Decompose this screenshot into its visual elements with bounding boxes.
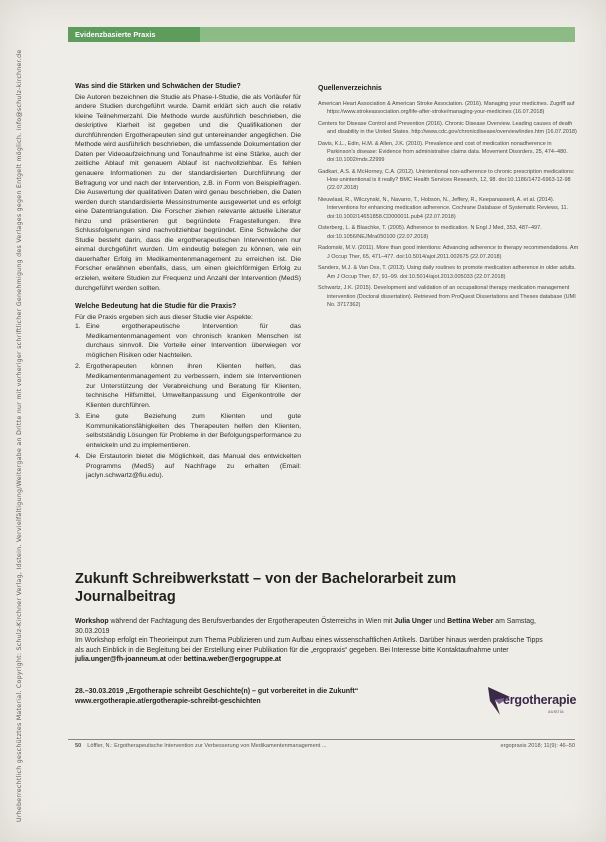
workshop-body-text: oder (165, 656, 184, 664)
list-item-text: Eine ergotherapeutische Intervention für das Medikamentenmanagement von chronisch kranken Menschen ist durchaus sinnvoll. Die Vorteile einer Intervention überwiegen vor möglichen Risiken oder Nachteilen. (86, 323, 301, 359)
workshop-intro-text: am Samstag, 30.03.2019 (75, 618, 536, 635)
reference-item: Davis, K.L., Edin, H.M. & Allen, J.K. (2010). Prevalence and cost of medication nonadherence in Parkinson's disease: Evidence from administrative claims data. Movement Disorders, 25, 474–480. doi:10.1002/mds.22999 (318, 140, 568, 164)
ergotherapie-austria-logo (486, 681, 578, 721)
workshop-intro-text: während der Fachtagung des Berufsverbandes der Ergotherapeuten Österreichs in Wien mit (108, 618, 395, 625)
footer-journal: ergopraxis 2018; 11(9): 46–50 (500, 743, 575, 749)
footer-divider (68, 739, 575, 740)
workshop-body-text: Im Workshop erfolgt ein Theorieinput zum Thema Publizieren und zum Aufbau eines wissenschaftlichen Artikels. Darüber hinaus werden praktische Tipps als auch Einblick in die Begleitung bei der Erstellung einer Publikation für die „ergopraxis“ gegeben. Bei Interesse bitte Kontaktaufnahme unter (75, 637, 543, 654)
list-item-number: 4. (75, 453, 81, 461)
list-item-number: 1. (75, 323, 81, 331)
references-column (318, 84, 580, 313)
logo-subtitle: austria (548, 709, 564, 714)
list-item (75, 412, 301, 450)
left-column (75, 82, 301, 483)
practice-intro: Für die Praxis ergeben sich aus dieser Studie vier Aspekte: (75, 313, 253, 321)
list-item-text: Eine gute Beziehung zum Klienten und gute Kommunikationsfähigkeiten des Therapeuten helfen den Klienten, selbstständig Lösungen für Probleme in der Befolgungsperformance zu entwickeln und zu implementieren. (86, 413, 301, 449)
strengths-heading: Was sind die Stärken und Schwächen der Studie? (75, 83, 241, 90)
list-item-text: Ergotherapeuten können ihren Klienten helfen, das Medikamentenmanagement zu verbessern, indem sie Interventionen zur Unterstützung der Verabreichung und Beratung für Klienten, technische Hilfsmittel, Umweltanpassung und Eigenkontrolle der Klienten durchführen. (86, 363, 301, 409)
reference-item: American Heart Association & American Stroke Association. (2016). Managing your medicines. Zugriff auf https://www.strokeassociation.org/life-after-stroke/managing-your-medicines (16.07.2018) (318, 100, 575, 115)
workshop-body (75, 636, 551, 665)
event-info (75, 687, 485, 707)
references-heading: Quellenverzeichnis (318, 85, 382, 92)
event-date-line: 28.–30.03.2019 „Ergotherapie schreibt Geschichte(n) – gut vorbereitet in die Zukunft“ (75, 688, 359, 695)
reference-item: Sanders, M.J. & Van Oss, T. (2013). Using daily routines to promote medication adherence in older adults. Am J Occup Ther, 67, 91–99. doi:10.5014/ajot.2013.005033 (22.07.2018) (318, 265, 576, 280)
copyright-margin-note: Urheberrechtlich geschütztes Material. Copyright: Schulz-Kirchner Verlag, Idstein. Vervielfältigung/Weitergabe an Dritte nur mit vorheriger schriftlicher Genehmigung des Verlages gegen Entgelt möglich. info@schulz-kirchner.de (16, 49, 23, 822)
footer-citation-text: Löffler, N.: Ergotherapeutische Intervention zur Verbesserung von Medikamentenmanagement ... (87, 743, 327, 749)
workshop-title: Zukunft Schreibwerkstatt – von der Bachelorarbeit zum Journalbeitrag (75, 571, 457, 605)
list-item-number: 2. (75, 363, 81, 371)
logo-wordmark: ergotherapie (503, 693, 577, 707)
workshop-lead: Workshop (75, 618, 109, 625)
contact-email: bettina.weber@ergogruppe.at (183, 656, 282, 664)
practice-list (75, 322, 301, 481)
workshop-intro (75, 617, 551, 636)
footer-citation (75, 742, 435, 750)
page-number: 50 (75, 743, 82, 749)
list-item (75, 452, 301, 481)
reference-item: Gadkari, A.S. & McHorney, C.A. (2012). Unintentional non-adherence to chronic prescription medications: How unintentional is it really? BMC Health Services Research, 12, 98. doi:10.1186/1472-6963-12-98 (22.07.2018) (318, 168, 575, 192)
reference-item: Schwartz, J.K. (2015). Development and validation of an occupational therapy medication management intervention (Doctoral dissertation). Retrieved from ProQuest Dissertations and Theses database (UMI No. 3717362) (318, 285, 576, 308)
reference-item: Nieuwlaat, R., Wilczynski, N., Navarro, T., Hobson, N., Jeffery, R., Keepanasseril, A. et al. (2014). Interventions for enhancing medication adherence. Cochrane Database of Systematic Reviews, 11. doi:10.1002/14651858.CD000011.pub4 (22.07.2018) (318, 197, 569, 220)
section-label: Evidenzbasierte Praxis (68, 27, 200, 42)
reference-item: Radomski, M.V. (2011). More than good intentions: Advancing adherence to therapy recommendations. Am J Occup Ther, 65, 471–477. doi:10.5014/ajot.2011.002675 (22.07.2018) (318, 245, 579, 260)
list-item-number: 3. (75, 413, 81, 421)
reference-item: Centers for Disease Control and Prevention (2016). Chronic Disease Overview. Leading causes of death and disability in the United States. http://www.cdc.gov/chronicdisease/overview/index.htm (16.07.2018) (318, 120, 577, 135)
strengths-paragraph: Die Autoren bezeichnen die Studie als Phase-I-Studie, die als Vorläufer für andere Studien durchgeführt wurde. Damit erklärt sich auch die relativ kleine Teilnehmerzahl. Die Methode wurde ausführlich beschrieben, die deskriptive Klarheit ist gegeben und die Qualifikationen der durchführenden Ergotherapeuten sind gut untereinander angeglichen. Die Methode wird ausführlich beschrieben, die umfassende Dokumentation der Daten per Videoaufzeichnung und Tonaufnahme ist eine Stärke, auch der zeitliche Ablauf mit genauem Ablauf ist nachvollziehbar. Es fehlen genauere Informationen zu der standardisierten Durchführung der Befragung vor und nach der Intervention, z.B. in Form von Beispielfragen. Die Auswertung der qualitativen Daten wird genau beschrieben, die Daten werden durch standardisierte Messinstrumente ausgewertet und es erfolgt eine Datentriangulation. Die Forscher ziehen relevante aktuelle Literatur hinzu und präsentieren gut begründete Fragestellungen. Ihre Schlussfolgerungen sind nachvollziehbar begründet. Eine Schwäche der Studie besteht darin, dass die ergotherapeutischen Interventionen nur einmal durchgeführt wurden. Um eindeutig belegen zu können, wie ein dauerhafter Erfolg im Medikamentenmanagement zu erreichen ist. Die Forscher erwähnen ebenfalls, dass, um einen gleichförmigen Erfolg zu erzielen, weitere Studien zur Frequenz und Anzahl der Intervention (MedS) durchgeführt werden sollten. (75, 93, 301, 292)
list-item (75, 362, 301, 410)
contact-email: julia.unger@fh-joanneum.at (75, 656, 166, 664)
workshop-person: Julia Unger (394, 618, 432, 625)
event-url: www.ergotherapie.at/ergotherapie-schreibt-geschichten (75, 697, 261, 705)
practice-heading: Welche Bedeutung hat die Studie für die Praxis? (75, 303, 237, 311)
workshop-person: Bettina Weber (447, 618, 494, 625)
list-item (75, 322, 301, 360)
list-item-text: Die Erstautorin bietet die Möglichkeit, das Manual des entwickelten Programms (MedS) auf Nachfrage zu erhalten (Email: jaclyn.schwartz@fiu.edu). (86, 453, 301, 480)
reference-item: Osterberg, L. & Blaschke, T. (2005). Adherence to medication. N Engl J Med, 353, 487–497. doi:10.1056/NEJMra050100 (22.07.2018) (318, 225, 542, 240)
workshop-intro-text: und (431, 618, 448, 625)
section-header-bar (68, 27, 575, 42)
workshop-description (75, 617, 551, 665)
